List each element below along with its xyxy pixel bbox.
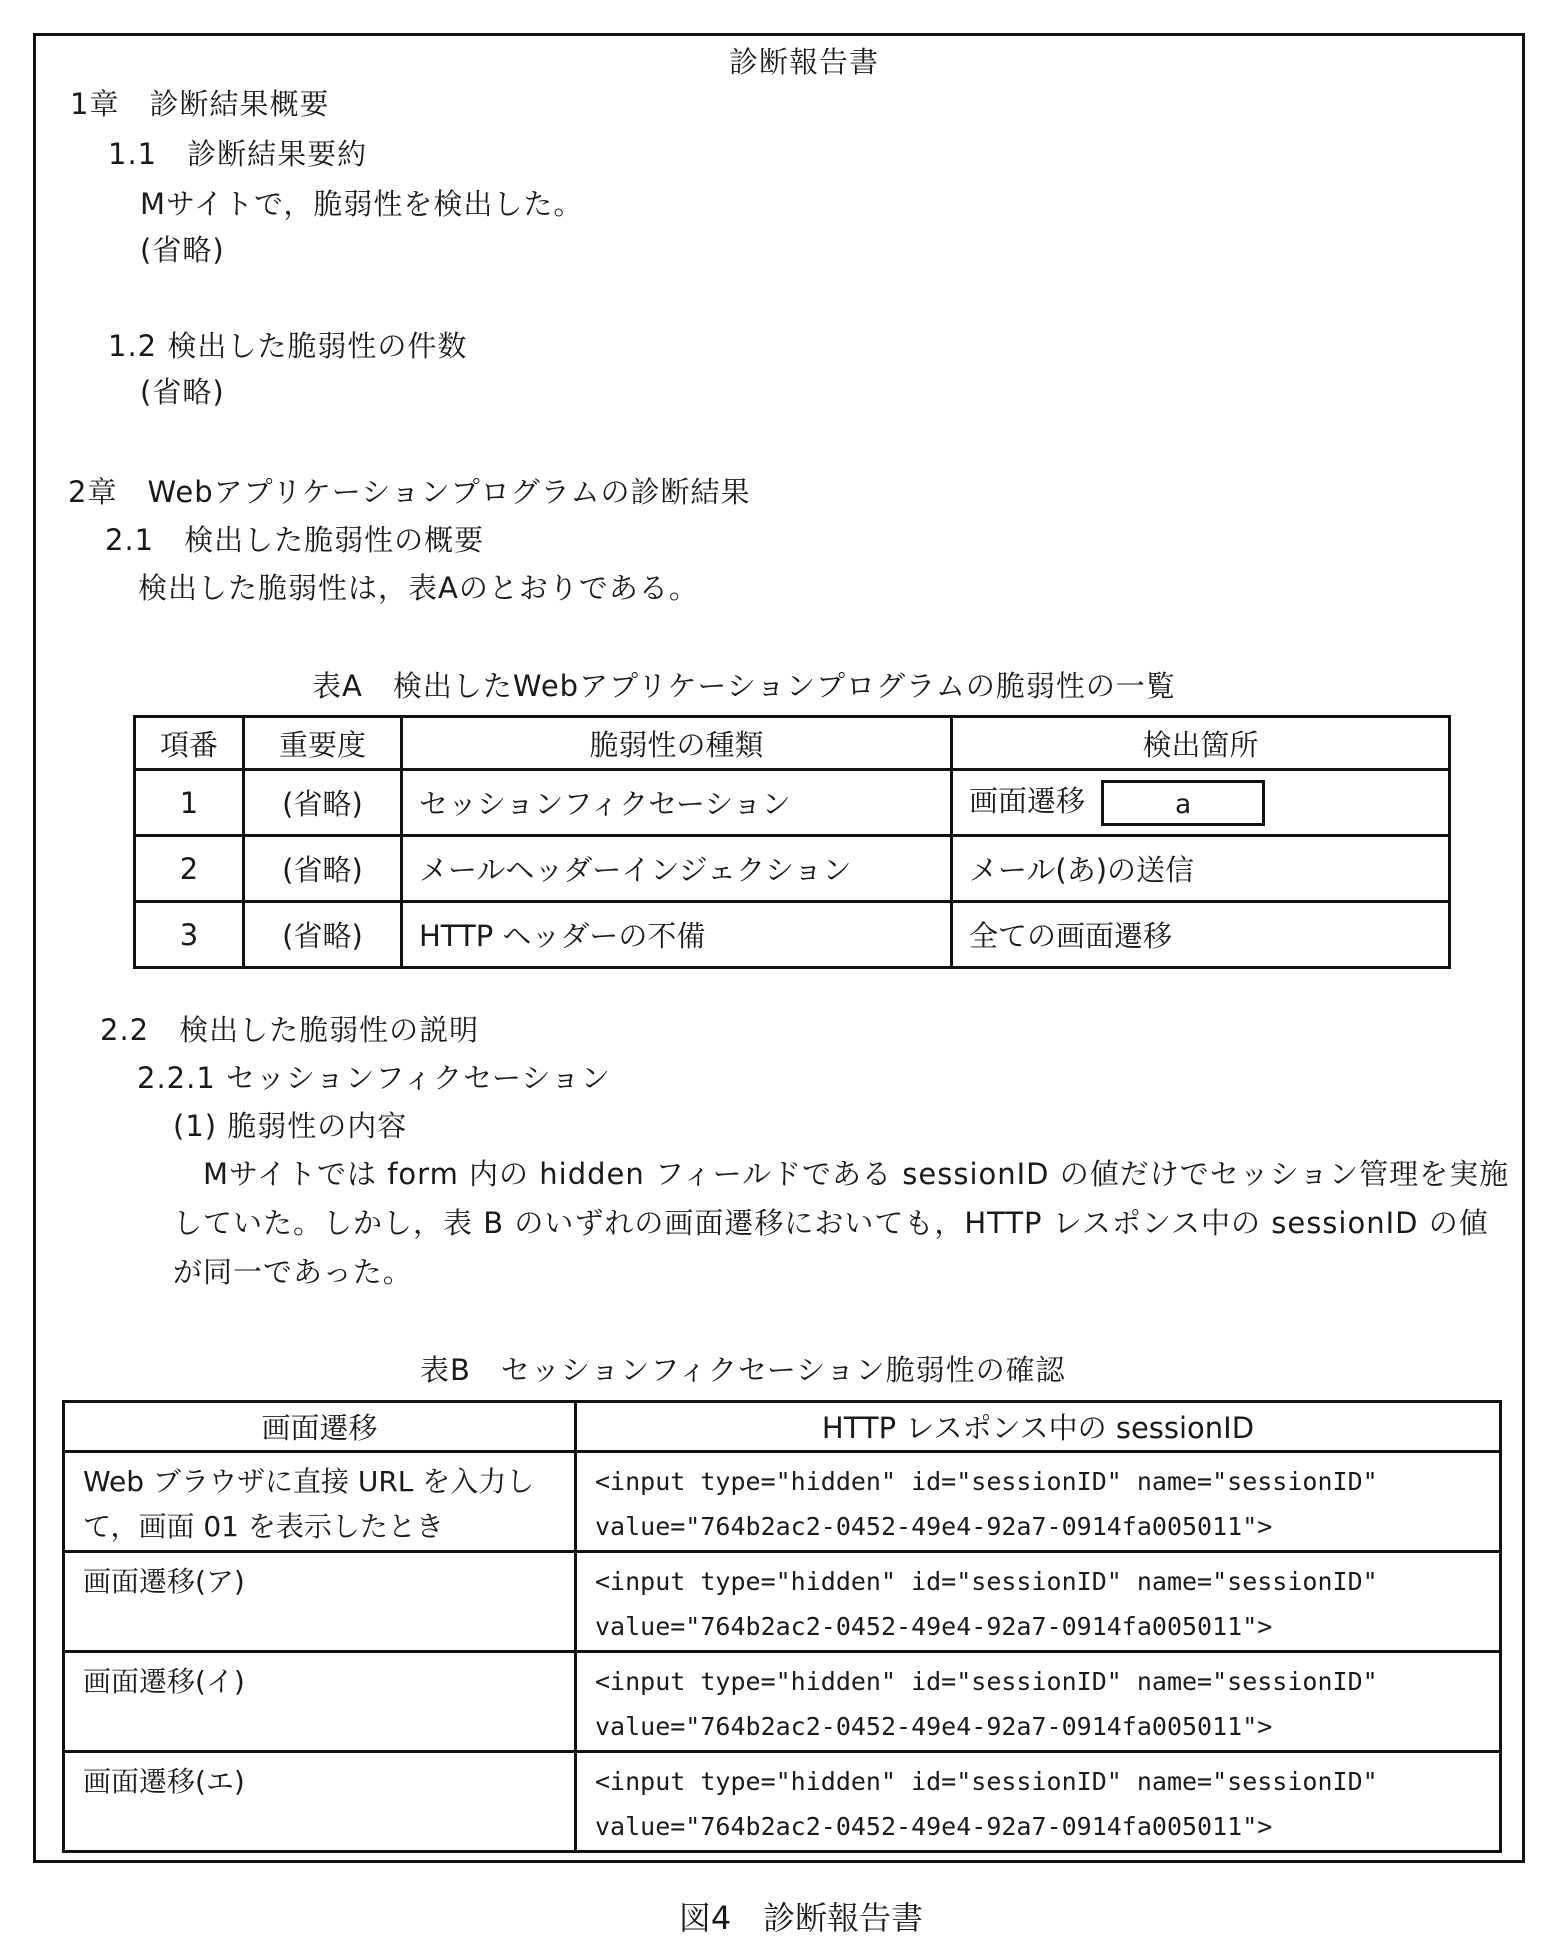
code-line-2: value="764b2ac2-0452-49e4-92a7-0914fa005011"> [595,1812,1273,1841]
code-line-1: <input type="hidden" id="sessionID" name="sessionID" [595,1767,1378,1796]
section-2-2-heading: 2.2 検出した脆弱性の説明 [100,1013,480,1047]
code-line-1: <input type="hidden" id="sessionID" name="sessionID" [595,1467,1378,1496]
row-no: 2 [135,836,244,902]
table-b-header-transition: 画面遷移 [64,1402,576,1452]
row-location: メール(あ)の送信 [952,836,1450,902]
table-a-header-row [135,717,1450,770]
row-location: 全ての画面遷移 [952,902,1450,968]
row-session-code [576,1652,1501,1752]
code-line-2: value="764b2ac2-0452-49e4-92a7-0914fa005011"> [595,1712,1273,1741]
code-line-1: <input type="hidden" id="sessionID" name="sessionID" [595,1567,1378,1596]
table-b-header-session: HTTP レスポンス中の sessionID [576,1402,1501,1452]
row-session-code [576,1752,1501,1852]
blank-a-box: a [1101,780,1265,826]
row-transition: Web ブラウザに直接 URL を入力して，画面 01 を表示したとき [64,1452,576,1552]
section-1-2-heading: 1.2 検出した脆弱性の件数 [108,329,468,363]
section-2-1-text: 検出した脆弱性は，表Aのとおりである。 [138,571,699,605]
table-a-header-type: 脆弱性の種類 [402,717,952,770]
table-a-caption: 表A 検出したWebアプリケーションプログラムの脆弱性の一覧 [312,669,1176,703]
figure-caption: 図4 診断報告書 [678,1899,924,1937]
row-session-code [576,1552,1501,1652]
table-a [133,715,1451,969]
table-row [64,1552,1501,1652]
row-no: 3 [135,902,244,968]
row-location [952,770,1450,836]
table-a-header-location: 検出箇所 [952,717,1450,770]
table-b-caption: 表B セッションフィクセーション脆弱性の確認 [420,1353,1066,1387]
table-row [64,1752,1501,1852]
row-type: HTTP ヘッダーの不備 [402,902,952,968]
table-row [135,770,1450,836]
table-row [64,1452,1501,1552]
section-1-1-omitted: (省略) [140,233,225,267]
code-line-1: <input type="hidden" id="sessionID" name="sessionID" [595,1667,1378,1696]
section-1-1-heading: 1.1 診断結果要約 [108,137,368,171]
row-transition: 画面遷移(イ) [64,1652,576,1752]
table-row [135,836,1450,902]
document-title: 診断報告書 [728,45,879,79]
table-row [64,1652,1501,1752]
row-type: メールヘッダーインジェクション [402,836,952,902]
row-type: セッションフィクセーション [402,770,952,836]
row-severity: (省略) [244,836,402,902]
table-b-header-row [64,1402,1501,1452]
table-a-header-no: 項番 [135,717,244,770]
section-1-1-text: Mサイトで，脆弱性を検出した。 [140,187,584,221]
code-line-2: value="764b2ac2-0452-49e4-92a7-0914fa005011"> [595,1612,1273,1641]
section-2-1-heading: 2.1 検出した脆弱性の概要 [105,523,485,557]
chapter2-heading: 2章 Webアプリケーションプログラムの診断結果 [68,475,751,509]
section-2-2-1-heading: 2.2.1 セッションフィクセーション [137,1061,611,1095]
row-severity: (省略) [244,902,402,968]
row-transition: 画面遷移(ア) [64,1552,576,1652]
item-1-heading: (1) 脆弱性の内容 [173,1109,408,1143]
row-no: 1 [135,770,244,836]
code-line-2: value="764b2ac2-0452-49e4-92a7-0914fa005011"> [595,1512,1273,1541]
item-1-paragraph: Mサイトでは form 内の hidden フィールドである sessionID の値だけでセッション管理を実施していた。しかし，表 B のいずれの画面遷移においても，HTTP レスポンス中の sessionID の値が同一であった。 [173,1157,1510,1289]
table-row [135,902,1450,968]
row-session-code [576,1452,1501,1552]
section-1-2-omitted: (省略) [140,375,225,409]
location-text: 画面遷移 [969,784,1086,818]
row-severity: (省略) [244,770,402,836]
row-transition: 画面遷移(エ) [64,1752,576,1852]
table-b [62,1400,1502,1853]
table-a-header-severity: 重要度 [244,717,402,770]
chapter1-heading: 1章 診断結果概要 [70,87,330,121]
